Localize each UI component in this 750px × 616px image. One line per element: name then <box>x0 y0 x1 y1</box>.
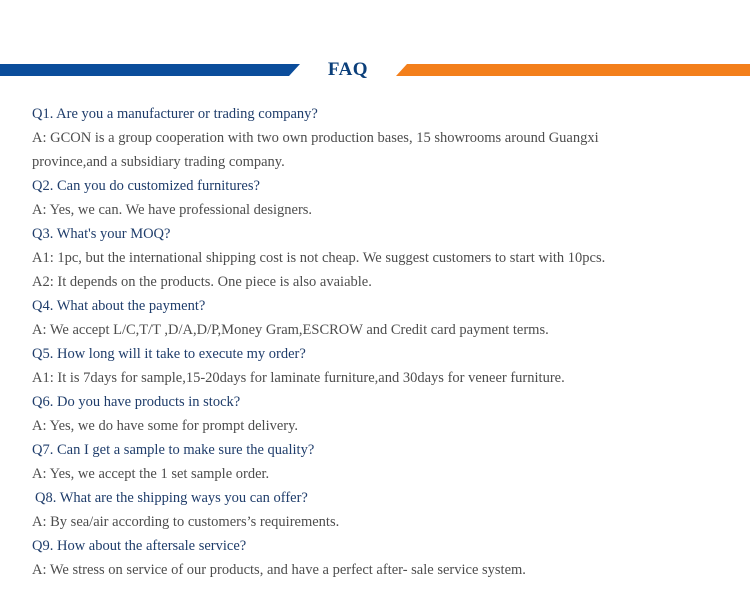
faq-question: Q9. How about the aftersale service? <box>32 538 247 554</box>
faq-banner <box>0 56 750 84</box>
faq-question: Q4. What about the payment? <box>32 298 206 314</box>
faq-question: Q7. Can I get a sample to make sure the quality? <box>32 442 315 458</box>
faq-question: Q2. Can you do customized furnitures? <box>32 178 260 194</box>
faq-answer: A1: It is 7days for sample,15-20days for laminate furniture,and 30days for veneer furniture. <box>32 370 565 386</box>
faq-answer: province,and a subsidiary trading company. <box>32 154 285 170</box>
faq-answer: A2: It depends on the products. One piece is also avaiable. <box>32 274 372 290</box>
faq-question: Q8. What are the shipping ways you can offer? <box>35 490 308 506</box>
faq-answer: A: By sea/air according to customers’s requirements. <box>32 514 340 530</box>
page-title: FAQ <box>327 59 369 80</box>
faq-answer: A: Yes, we accept the 1 set sample order. <box>32 466 270 482</box>
faq-question: Q5. How long will it take to execute my order? <box>32 346 306 362</box>
faq-answer: A: Yes, we can. We have professional designers. <box>32 202 313 218</box>
banner-left-bar <box>0 64 300 76</box>
faq-answer: A: Yes, we do have some for prompt delivery. <box>32 418 299 434</box>
faq-question: Q3. What's your MOQ? <box>32 226 171 242</box>
faq-question: Q1. Are you a manufacturer or trading company? <box>32 106 318 122</box>
banner-right-bar <box>396 64 750 76</box>
faq-answer: A: We stress on service of our products, and have a perfect after- sale service system. <box>32 562 526 578</box>
faq-list <box>32 102 732 582</box>
faq-question: Q6. Do you have products in stock? <box>32 394 241 410</box>
faq-answer: A1: 1pc, but the international shipping cost is not cheap. We suggest customers to start with 10pcs. <box>32 250 606 266</box>
faq-answer: A: We accept L/C,T/T ,D/A,D/P,Money Gram,ESCROW and Credit card payment terms. <box>32 322 549 338</box>
faq-answer: A: GCON is a group cooperation with two own production bases, 15 showrooms around Guangxi <box>32 130 599 146</box>
